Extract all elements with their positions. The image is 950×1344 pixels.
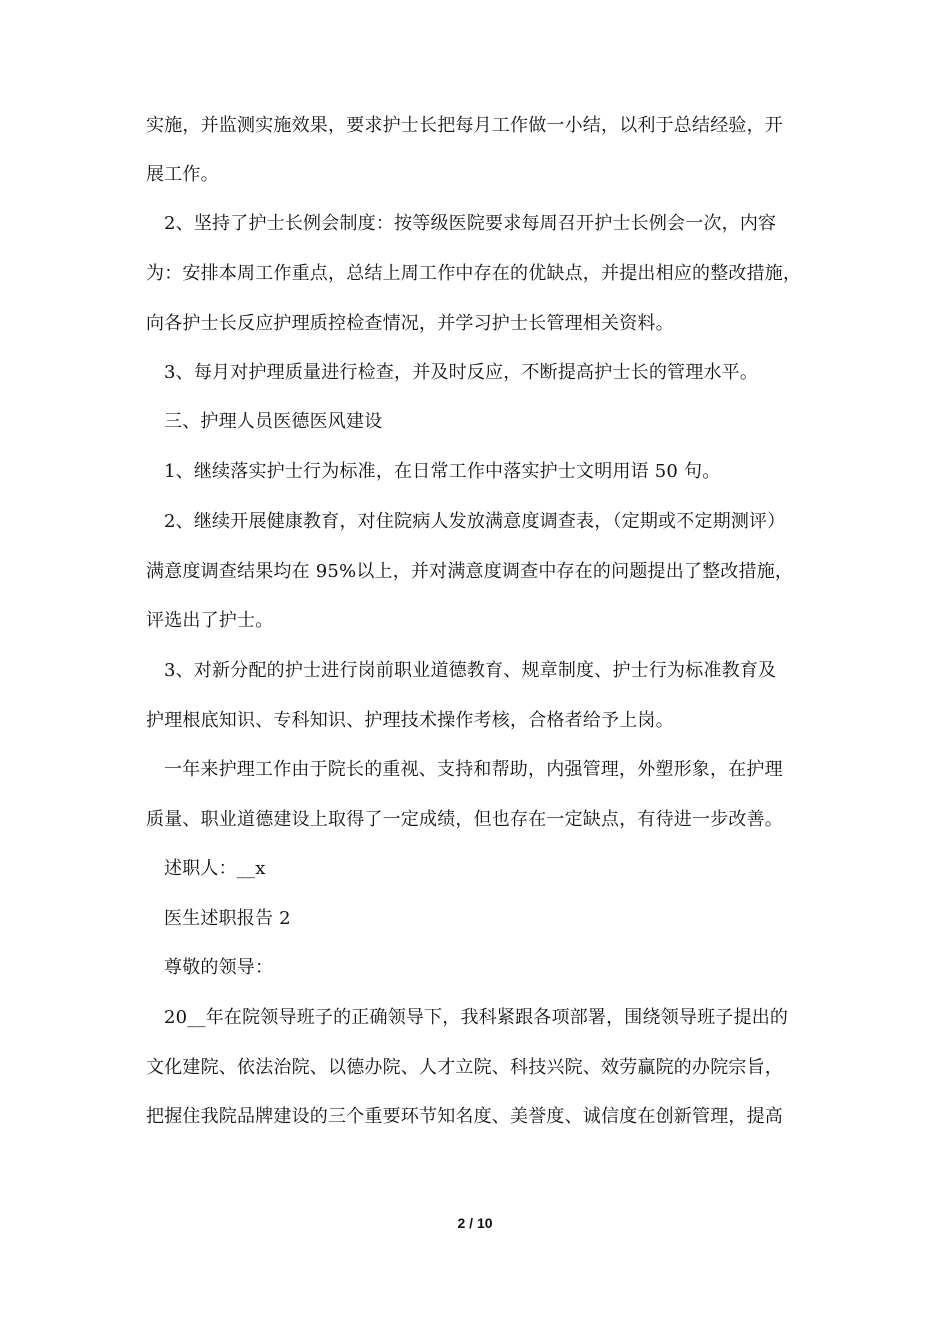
body-text-line: 评选出了护士。: [146, 610, 274, 631]
body-text-line: 3、对新分配的护士进行岗前职业道德教育、规章制度、护士行为标准教育及: [164, 660, 777, 681]
body-text-line: 20__年在院领导班子的正确领导下，我科紧跟各项部署，围绕领导班子提出的: [164, 1007, 789, 1028]
body-text-line: 护理根底知识、专科知识、护理技术操作考核，合格者给予上岗。: [146, 710, 674, 731]
signature-line: 述职人：__x: [164, 858, 266, 879]
body-text-line: 一年来护理工作由于院长的重视、支持和帮助，内强管理，外塑形象，在护理: [164, 759, 783, 780]
body-text-line: 1、继续落实护士行为标准，在日常工作中落实护士文明用语 50 句。: [164, 461, 721, 482]
body-text-line: 文化建院、依法治院、以德办院、人才立院、科技兴院、效劳赢院的办院宗旨，: [146, 1057, 783, 1078]
body-text-line: 3、每月对护理质量进行检查，并及时反应，不断提高护士长的管理水平。: [164, 362, 759, 383]
body-text-line: 为：安排本周工作重点，总结上周工作中存在的优缺点，并提出相应的整改措施，: [146, 263, 802, 284]
body-text-line: 展工作。: [146, 164, 219, 185]
report-title: 医生述职报告 2: [164, 908, 291, 929]
body-text-line: 向各护士长反应护理质控检查情况，并学习护士长管理相关资料。: [146, 313, 674, 334]
body-text-line: 2、坚持了护士长例会制度：按等级医院要求每周召开护士长例会一次，内容: [164, 213, 777, 234]
page-indicator: 2 / 10: [457, 1215, 493, 1231]
body-text-line: 2、继续开展健康教育，对住院病人发放满意度调查表，（定期或不定期测评）: [164, 511, 786, 532]
body-text-line: 把握住我院品牌建设的三个重要环节知名度、美誉度、诚信度在创新管理，提高: [146, 1106, 783, 1127]
body-text-line: 满意度调查结果均在 95%以上，并对满意度调查中存在的问题提出了整改措施，: [146, 561, 794, 582]
body-text-line: 实施，并监测实施效果，要求护士长把每月工作做一小结，以利于总结经验，开: [146, 115, 783, 136]
section-heading: 三、护理人员医德医风建设: [164, 411, 383, 432]
body-text-line: 质量、职业道德建设上取得了一定成绩，但也存在一定缺点，有待进一步改善。: [146, 809, 783, 830]
salutation: 尊敬的领导：: [164, 957, 274, 978]
